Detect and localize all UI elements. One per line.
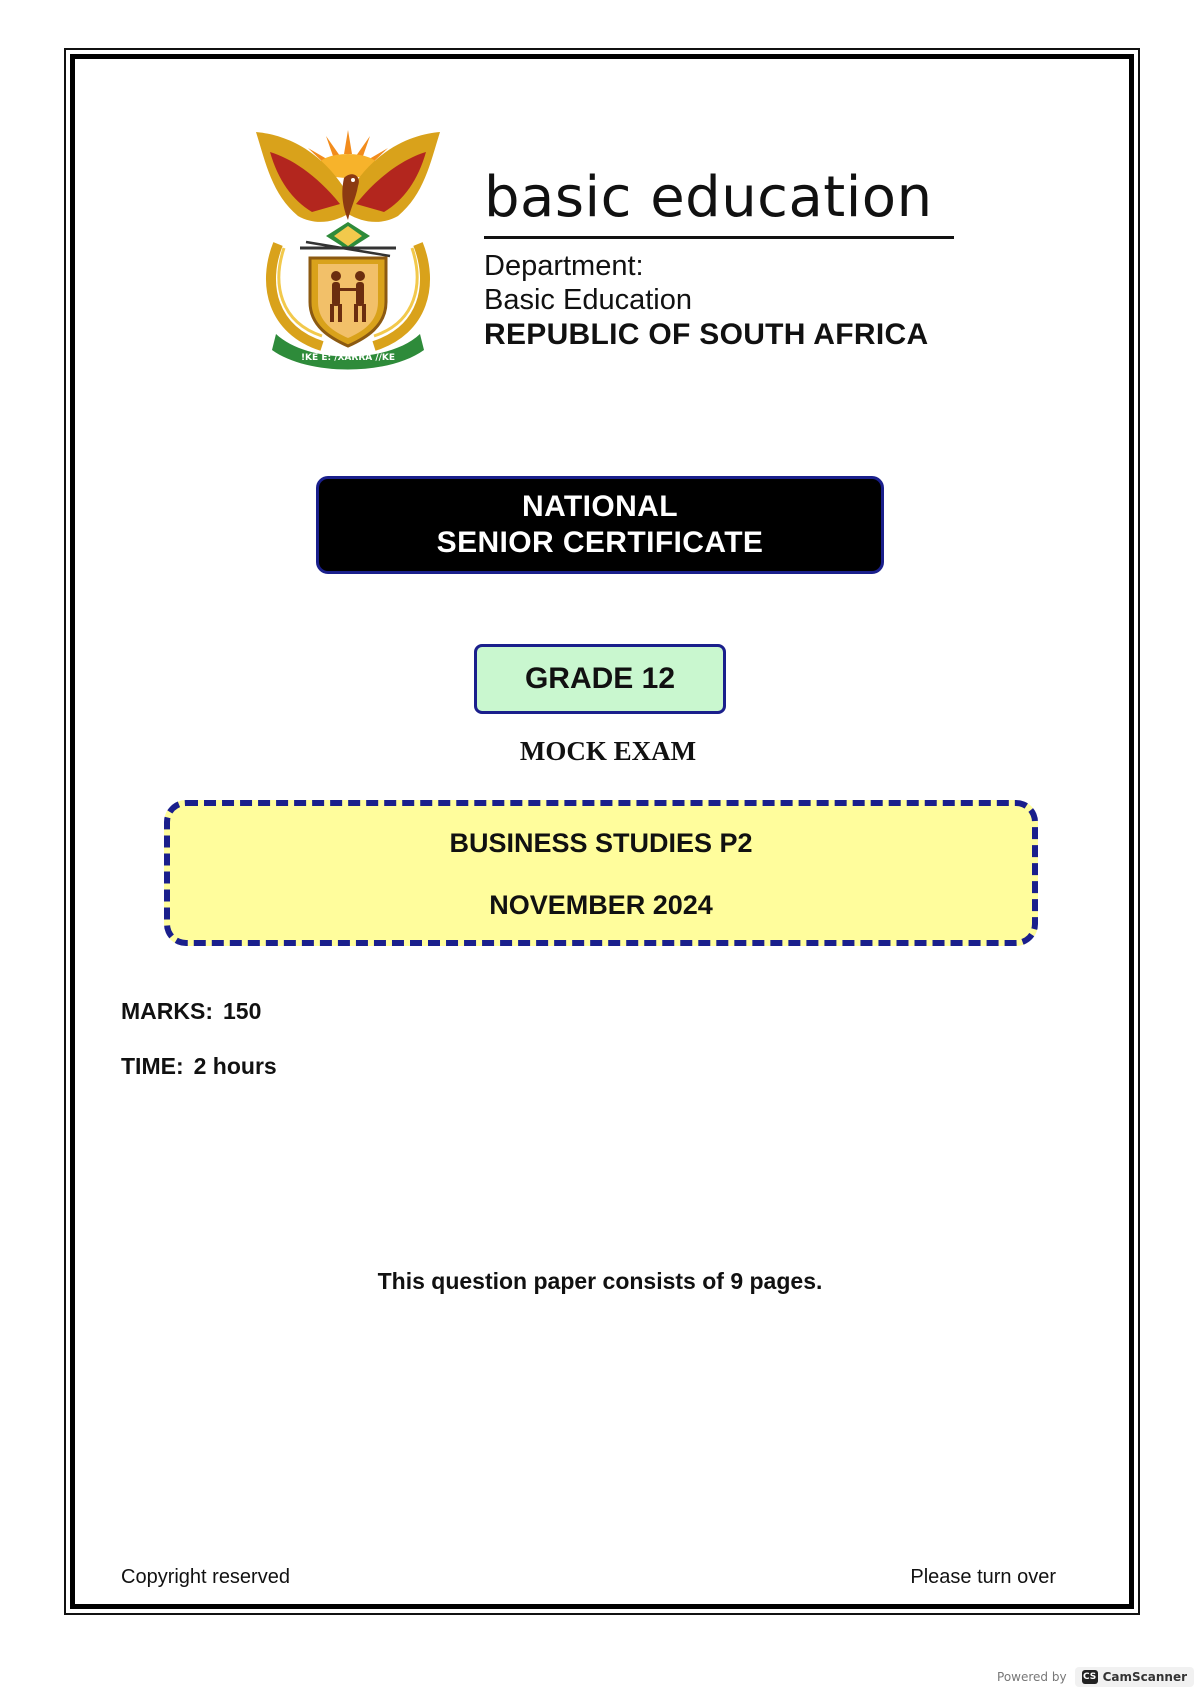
marks-label: MARKS: [121,998,213,1024]
camscanner-name: CamScanner [1102,1670,1187,1684]
crest-motto-text: !KE E: /XARRA //KE [300,353,396,363]
department-branding [484,165,958,353]
footer-turn-over: Please turn over [910,1566,1056,1588]
certificate-line-1: NATIONAL [522,490,678,523]
marks-row [121,998,261,1025]
certificate-line-2: SENIOR CERTIFICATE [436,526,764,559]
subject-box [164,800,1038,946]
camscanner-logo-icon: CS [1082,1672,1097,1682]
certificate-banner [316,476,884,574]
camscanner-badge [1075,1667,1194,1687]
footer-copyright: Copyright reserved [121,1566,290,1588]
grade-badge: GRADE 12 [474,644,726,714]
department-label: Department: [484,250,644,282]
time-row [121,1053,277,1080]
exam-type: MOCK EXAM [519,736,697,766]
coat-of-arms-icon [248,124,448,372]
brand-title: basic education [484,165,933,230]
camscanner-watermark [997,1664,1194,1690]
subject-name: BUSINESS STUDIES P2 [449,828,753,858]
department-name: Basic Education [484,284,692,316]
marks-value: 150 [223,998,262,1024]
brand-divider [484,236,954,239]
country-name: REPUBLIC OF SOUTH AFRICA [484,318,929,351]
time-label: TIME: [121,1053,184,1079]
powered-by-label: Powered by [997,1670,1067,1684]
pages-note: This question paper consists of 9 pages. [377,1268,823,1294]
exam-session: NOVEMBER 2024 [489,890,713,920]
time-value: 2 hours [193,1053,277,1079]
